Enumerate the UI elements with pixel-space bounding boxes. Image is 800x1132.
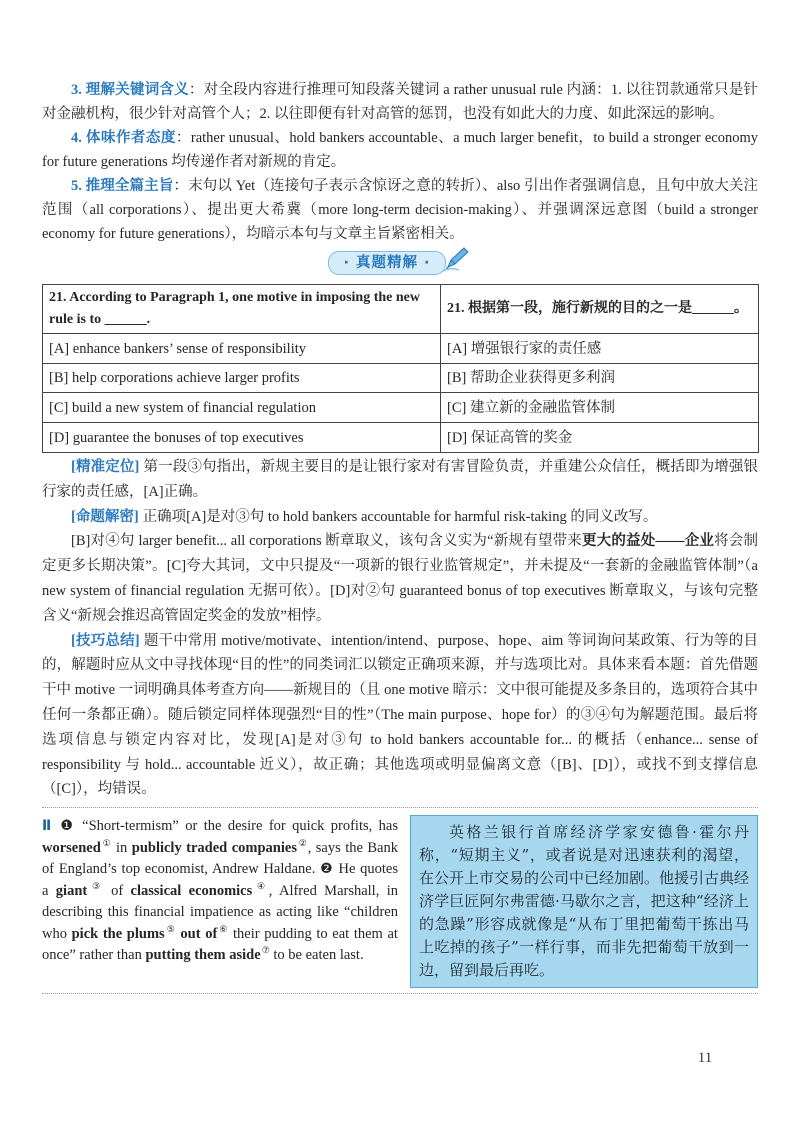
option-row-b — [43, 364, 759, 393]
vocab-note-marker: ⑥ — [218, 923, 229, 934]
bold-phrase: worsened — [42, 839, 101, 856]
passage-ii-translation: 英格兰银行首席经济学家安德鲁·霍尔丹称，“短期主义”，或者说是对迅速获利的渴望，在公开上市交易的公司中已经加剧。他援引古典经济学巨匠阿尔弗雷德·马歇尔之言，把这种“经济上的急躁”形容成就像是“从布丁里把葡萄干拣出马上吃掉的孩子”一样行事，而非先把葡萄干放到一边，留到最后再吃。 — [419, 823, 750, 980]
explanation-locate — [42, 455, 758, 505]
question-stem-zh: 21. 根据第一段，施行新规的目的之一是______。 — [441, 285, 759, 334]
sentence-number: ❶ — [60, 818, 76, 835]
bold-phrase: 更大的益处——企业 — [581, 533, 715, 550]
bold-phrase: giant — [55, 882, 88, 899]
option-b-en: [B] help corporations achieve larger profits — [43, 364, 441, 393]
text-run: [B]对④句 larger benefit... all corporations 断章取义，该句含义实为“新规有望带来 — [71, 533, 582, 550]
text-run: , says the Bank of England’s top economist, Andrew Haldane. — [42, 839, 398, 878]
section-label: 4. 体味作者态度 — [71, 130, 176, 146]
text-run: ：rather unusual、hold bankers accountable、a much larger benefit，to build a stronger economy for future generations 均传递作者对新规的肯定。 — [42, 130, 759, 170]
option-a-zh: [A] 增强银行家的责任感 — [441, 334, 759, 364]
explanation-distractors — [42, 529, 758, 628]
pen-icon — [442, 245, 472, 273]
vocab-note-marker: ④ — [253, 880, 269, 891]
text-run: of — [103, 882, 131, 899]
explanation-tips — [42, 629, 758, 803]
sentence-number: ❷ — [320, 861, 334, 878]
bold-phrase: pick the plums — [71, 925, 165, 942]
divider-dotted-top — [42, 807, 758, 808]
passage-section-ii — [42, 815, 758, 988]
text-run: 将会制定更多长期决策”。[C]夸大其词，文中只提及“一项新的银行业监管规定”，并未提及“一套新的金融监管体制”（a new system of financial regulation 无据可依）。[D]对②句 guaranteed bonus of top executives 断章取义，与该句完整含义“新规会推迟高管固定奖金的发放”相悖。 — [42, 533, 759, 624]
vocab-note-marker: ① — [101, 837, 112, 848]
vocab-note-marker: ② — [297, 837, 308, 848]
section-label: 3. 理解关键词含义 — [71, 82, 189, 98]
section-label: [命题解密] — [71, 508, 139, 525]
analysis-point-4 — [42, 126, 758, 174]
explanation-decode — [42, 505, 758, 530]
divider-dotted-bottom — [42, 993, 758, 994]
question-stem-en: 21. According to Paragraph 1, one motive in imposing the new rule is to ______. — [43, 285, 441, 334]
option-row-c — [43, 393, 759, 423]
text-run: ：末句以 Yet（连接句子表示含惊讶之意的转折）、also 引出作者强调信息，且句中放大关注范围（all corporations）、提出更大希冀（more long-term decision-making）、并强调深远意图（build a stronger economy for future generations），均暗示本句与文章主旨紧密相关。 — [42, 178, 758, 242]
question-stem-row — [43, 285, 759, 334]
section-label: 5. 推理全篇主旨 — [71, 178, 174, 194]
option-d-en: [D] guarantee the bonuses of top executives — [43, 423, 441, 453]
text-run: in — [111, 839, 132, 856]
passage-ii-english — [42, 815, 398, 988]
vocab-note-marker: ⑤ — [165, 923, 176, 934]
bold-phrase: out of — [180, 925, 218, 942]
text-run: 题干中常用 motive/motivate、intention/intend、purpose、hope、aim 等词询问某政策、行为等的目的，解题时应从文中寻找体现“目的性”的同类词汇以锁定正确项来源，并与选项比对。具体来看本题：首先借题干中 motive 一词明确具体考查方向——新规目的（且 one motive 暗示：文中很可能提及多条目的，选项符合其中任何一条都正确）。随后锁定同样体现强烈“目的性”（The main purpose、hope for）的③④句为解题范围。最后将选项信息与锁定内容对比，发现[A]是对③句 to hold bankers accountable for... 的概括（enhance... sense of responsibility 与 hold... accountable 近义），故正确；其他选项或明显偏离文意（[B]、[D]），或找不到支撑信息（[C]），均错误。 — [42, 632, 758, 798]
pen-icon-graphic — [442, 245, 472, 273]
section-label: [技巧总结] — [71, 632, 140, 649]
option-a-en: [A] enhance bankers’ sense of responsibility — [43, 334, 441, 364]
question-table — [42, 284, 759, 453]
option-d-zh: [D] 保证高管的奖金 — [441, 423, 759, 453]
text-run: 第一段③句指出，新规主要目的是让银行家对有害冒险负责，并重建公众信任，概括即为增强银行家的责任感，[A]正确。 — [42, 459, 758, 500]
text-run: He quotes a — [42, 861, 399, 899]
exam-section-header — [42, 251, 758, 275]
option-c-en: [C] build a new system of financial regulation — [43, 393, 441, 423]
text-run: ：对全段内容进行推理可知段落关键词 a rather unusual rule 内涵：1. 以往罚款通常只是针对金融机构，很少针对高管个人；2. 以往即便有针对高管的惩罚，也没有如此大的力度、如此深远的影响。 — [42, 82, 759, 122]
page-content — [42, 78, 758, 994]
bold-phrase: publicly traded companies — [131, 839, 297, 856]
exam-section-badge: · 真题精解 · — [328, 251, 445, 275]
section-number-ii: Ⅱ — [42, 818, 55, 835]
analysis-point-3 — [42, 78, 758, 126]
section-label: [精准定位] — [71, 459, 140, 475]
text-run: 正确项[A]是对③句 to hold bankers accountable for harmful risk-taking 的同义改写。 — [142, 508, 658, 525]
text-run: their pudding to eat them at once” rather than — [42, 925, 398, 964]
bold-phrase: classical economics — [130, 882, 253, 899]
page-number: 11 — [697, 1050, 713, 1066]
vocab-note-marker: ③ — [88, 880, 104, 891]
option-row-a — [43, 334, 759, 364]
text-run: , Alfred Marshall, in describing this financial impatience as acting like “children who — [42, 882, 398, 942]
text-run: “Short-termism” or the desire for quick profits, has — [75, 818, 398, 835]
translation-box — [410, 815, 758, 988]
text-run: to be eaten last. — [269, 947, 364, 964]
bold-phrase: putting them aside — [145, 947, 261, 964]
analysis-point-5 — [42, 174, 758, 246]
option-b-zh: [B] 帮助企业获得更多利润 — [441, 364, 759, 393]
option-row-d — [43, 423, 759, 453]
option-c-zh: [C] 建立新的金融监管体制 — [441, 393, 759, 423]
vocab-note-marker: ⑦ — [261, 945, 270, 956]
